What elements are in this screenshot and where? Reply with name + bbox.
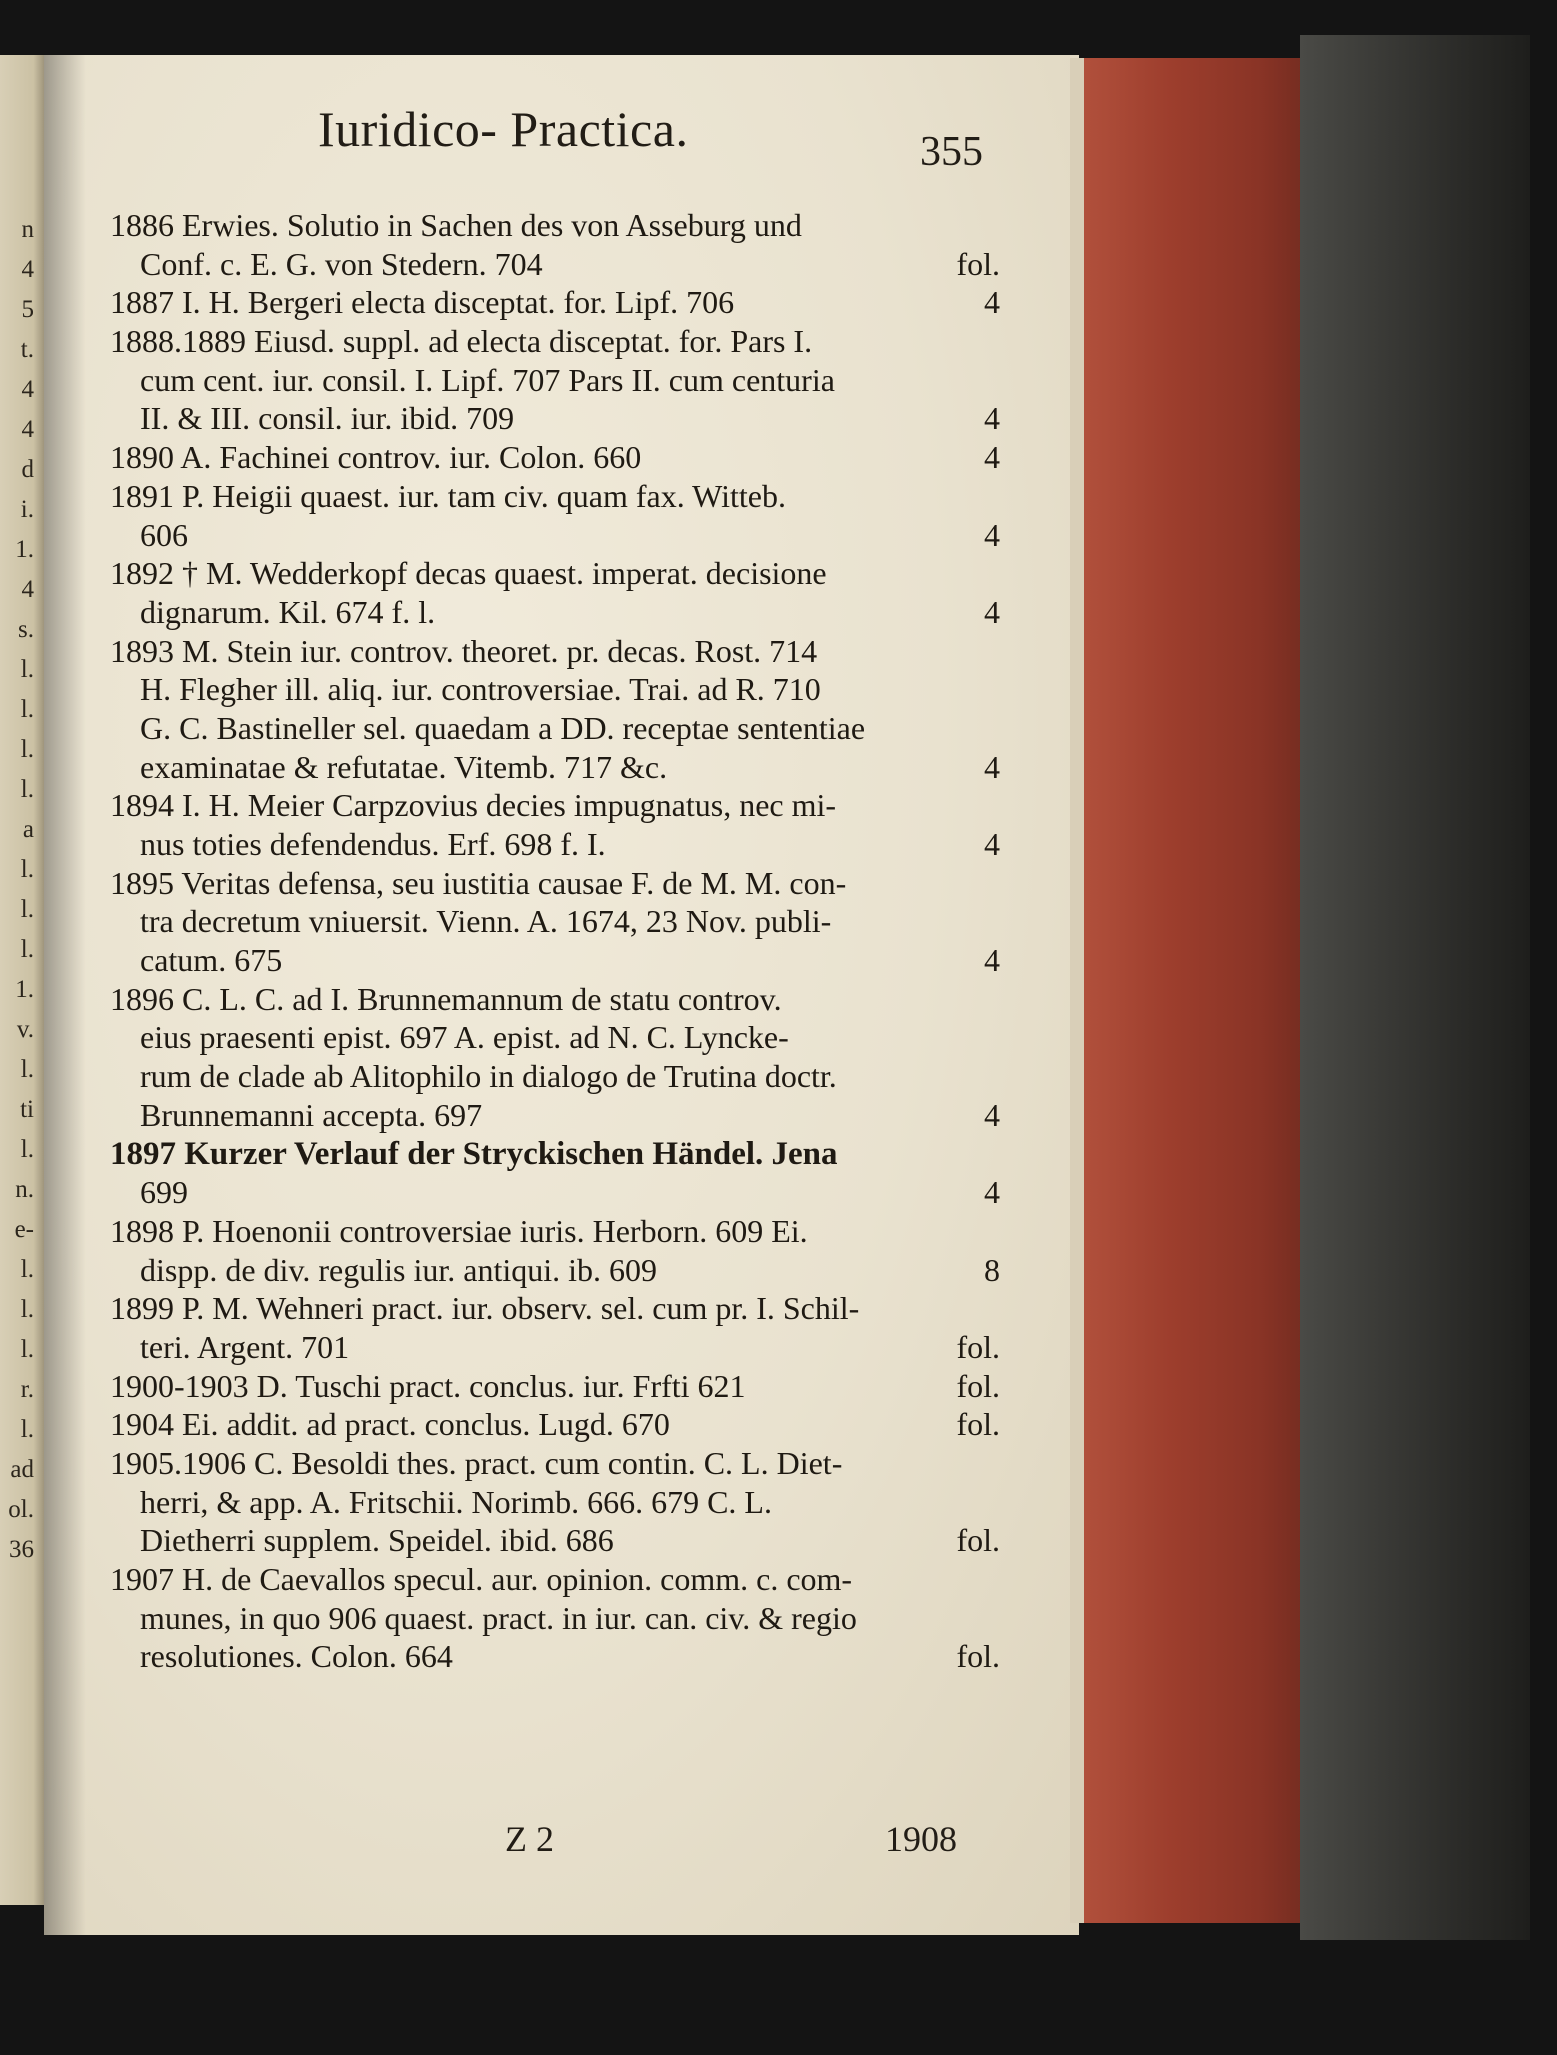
margin-fragment: l. (20, 1416, 34, 1443)
margin-fragment: 4 (21, 416, 34, 443)
entry-line (110, 516, 1000, 555)
entry-line (110, 399, 1000, 438)
entry-text: 1897 Kurzer Verlauf der Stryckischen Händel. Jena (110, 1135, 838, 1172)
margin-fragment: l. (20, 1056, 34, 1083)
entry-format: 4 (984, 942, 1000, 979)
entry-line (110, 1251, 1000, 1290)
margin-fragment: l. (20, 1256, 34, 1283)
entry-format: fol. (956, 1522, 1000, 1559)
entry-text: Dietherri supplem. Speidel. ibid. 686 (140, 1522, 614, 1559)
entry-text: herri, & app. A. Fritschii. Norimb. 666. 679 C. L. (140, 1483, 772, 1520)
entry-line (110, 206, 1000, 245)
entry-text: 1899 P. M. Wehneri pract. iur. observ. sel. cum pr. I. Schil- (110, 1290, 860, 1327)
margin-fragment: l. (20, 936, 34, 963)
margin-fragment: n (21, 216, 34, 243)
entry-line (110, 1444, 1000, 1483)
signature-mark: Z 2 (505, 1819, 554, 1859)
entry-text: 1900-1903 D. Tuschi pract. conclus. iur. Frfti 621 (110, 1367, 746, 1404)
catchword: 1908 (885, 1819, 957, 1859)
entry-line (110, 554, 1000, 593)
entry-text: teri. Argent. 701 (140, 1328, 350, 1365)
entry-line (110, 980, 1000, 1019)
entry-line (110, 245, 1000, 284)
entry-text: 1893 M. Stein iur. controv. theoret. pr. decas. Rost. 714 (110, 632, 818, 669)
entry-line (110, 283, 1000, 322)
entry-line (110, 632, 1000, 671)
entry-format: 4 (984, 400, 1000, 437)
entry-text: 1888.1889 Eiusd. suppl. ad electa disceptat. for. Pars I. (110, 323, 813, 360)
margin-fragment: 4 (21, 376, 34, 403)
entry-line (110, 1599, 1000, 1638)
entry-text: nus toties defendendus. Erf. 698 f. I. (140, 826, 606, 862)
margin-fragment: l. (20, 656, 34, 683)
running-header: Iuridico- Practica. (318, 101, 689, 157)
entry-line (110, 322, 1000, 361)
entry-format: 4 (984, 748, 1000, 785)
entry-text: dignarum. Kil. 674 f. l. (140, 593, 436, 630)
entry-text: catum. 675 (140, 942, 283, 979)
margin-fragment: d (21, 456, 34, 483)
entry-line (110, 1173, 1000, 1212)
entry-line (110, 477, 1000, 516)
entry-format: 4 (984, 439, 1000, 476)
entry-format: fol. (956, 1406, 1000, 1443)
entry-text: eius praesenti epist. 697 A. epist. ad N. C. Lyncke- (140, 1019, 789, 1056)
entry-line (110, 1560, 1000, 1599)
entry-line (110, 902, 1000, 941)
margin-fragment: e- (14, 1216, 34, 1243)
margin-fragment: ti (20, 1096, 34, 1123)
margin-fragment: n. (15, 1176, 34, 1203)
previous-page-margin-text (0, 210, 34, 1570)
entry-line (110, 1483, 1000, 1522)
page-edge-strip (1070, 58, 1084, 1923)
entry-format: 4 (984, 593, 1000, 630)
entry-text: examinatae & refutatae. Vitemb. 717 &c. (140, 748, 668, 785)
page-gutter-shadow (44, 55, 86, 1935)
entry-text: 1890 A. Fachinei controv. iur. Colon. 660 (110, 439, 642, 476)
entry-text: Brunnemanni accepta. 697 (140, 1096, 483, 1133)
entry-text: 1894 I. H. Meier Carpzovius decies impugnatus, nec mi- (110, 787, 837, 824)
margin-fragment: l. (20, 696, 34, 723)
entry-line (110, 1057, 1000, 1096)
entry-format: 4 (984, 516, 1000, 553)
entry-text: resolutiones. Colon. 664 (140, 1638, 453, 1675)
entry-text: rum de clade ab Alitophilo in dialogo de Trutina doctr. (140, 1058, 837, 1095)
entry-line (110, 361, 1000, 400)
entry-text: 1905.1906 C. Besoldi thes. pract. cum contin. C. L. Diet- (110, 1445, 843, 1481)
page-number: 355 (920, 129, 983, 175)
entry-format: 8 (984, 1251, 1000, 1288)
entry-text: 1891 P. Heigii quaest. iur. tam civ. quam fax. Witteb. (110, 477, 786, 514)
entry-line (110, 709, 1000, 748)
margin-fragment: 5 (21, 296, 34, 323)
entry-line (110, 1405, 1000, 1444)
entry-line (110, 593, 1000, 632)
entry-format: 4 (984, 1174, 1000, 1211)
margin-fragment: a (22, 816, 34, 843)
margin-fragment: v. (16, 1016, 34, 1043)
margin-fragment: l. (20, 776, 34, 803)
entry-line (110, 864, 1000, 903)
entry-text: 699 (140, 1174, 188, 1211)
entry-format: fol. (956, 1638, 1000, 1675)
entry-line (110, 941, 1000, 980)
margin-fragment: ad (10, 1456, 34, 1483)
entry-text: tra decretum vniuersit. Vienn. A. 1674, 23 Nov. publi- (140, 903, 832, 940)
margin-fragment: s. (18, 616, 34, 643)
entry-line (110, 438, 1000, 477)
entry-line (110, 1521, 1000, 1560)
entry-line (110, 1135, 1000, 1174)
entry-format: 4 (984, 284, 1000, 321)
margin-fragment: l. (20, 896, 34, 923)
margin-fragment: 4 (21, 256, 34, 283)
entry-line (110, 1096, 1000, 1135)
margin-fragment: l. (20, 1336, 34, 1363)
entry-text: 1907 H. de Caevallos specul. aur. opinion. comm. c. com- (110, 1561, 853, 1598)
entry-line (110, 1367, 1000, 1406)
entry-line (110, 786, 1000, 825)
margin-fragment: 4 (21, 576, 34, 603)
margin-fragment: t. (20, 336, 34, 363)
entry-text: 1904 Ei. addit. ad pract. conclus. Lugd. 670 (110, 1406, 670, 1443)
margin-fragment: l. (20, 1136, 34, 1163)
book-cover (1300, 35, 1530, 1940)
entry-text: 1892 † M. Wedderkopf decas quaest. imperat. decisione (110, 555, 827, 592)
entry-format: 4 (984, 826, 1000, 862)
entry-format: fol. (956, 1367, 1000, 1404)
margin-fragment: 36 (9, 1536, 34, 1563)
page-edges-red (1070, 58, 1320, 1923)
margin-fragment: i. (20, 496, 34, 523)
entry-format: fol. (956, 1328, 1000, 1365)
entry-line (110, 1637, 1000, 1676)
entry-line (110, 1212, 1000, 1251)
entry-text: dispp. de div. regulis iur. antiqui. ib. 609 (140, 1251, 657, 1288)
entry-line (110, 748, 1000, 787)
entry-line (110, 1328, 1000, 1367)
entry-line (110, 1018, 1000, 1057)
entry-text: 1896 C. L. C. ad I. Brunnemannum de statu controv. (110, 980, 782, 1017)
entry-line (110, 670, 1000, 709)
entry-text: cum cent. iur. consil. I. Lipf. 707 Pars II. cum centuria (140, 361, 835, 398)
entry-format: fol. (956, 245, 1000, 282)
entry-format: 4 (984, 1096, 1000, 1133)
margin-fragment: l. (20, 736, 34, 763)
entry-line (110, 1289, 1000, 1328)
entry-text: G. C. Bastineller sel. quaedam a DD. receptae sententiae (140, 709, 866, 746)
margin-fragment: l. (20, 1296, 34, 1323)
entry-text: 1898 P. Hoenonii controversiae iuris. Herborn. 609 Ei. (110, 1212, 808, 1249)
entry-text: II. & III. consil. iur. ibid. 709 (140, 400, 515, 437)
margin-fragment: ol. (8, 1496, 34, 1523)
catalogue-entries (110, 206, 1000, 1676)
entry-text: munes, in quo 906 quaest. pract. in iur. can. civ. & regio (140, 1599, 857, 1636)
margin-fragment: 1. (15, 536, 34, 563)
entry-text: 1886 Erwies. Solutio in Sachen des von Asseburg und (110, 207, 802, 243)
entry-line (110, 825, 1000, 864)
margin-fragment: 1. (15, 976, 34, 1003)
entry-text: Conf. c. E. G. von Stedern. 704 (140, 245, 543, 282)
margin-fragment: l. (20, 856, 34, 883)
entry-text: 606 (140, 516, 188, 553)
entry-text: 1895 Veritas defensa, seu iustitia causae F. de M. M. con- (110, 864, 847, 901)
entry-text: 1887 I. H. Bergeri electa disceptat. for. Lipf. 706 (110, 284, 735, 321)
entry-text: H. Flegher ill. aliq. iur. controversiae. Trai. ad R. 710 (140, 671, 821, 708)
margin-fragment: r. (20, 1376, 34, 1403)
